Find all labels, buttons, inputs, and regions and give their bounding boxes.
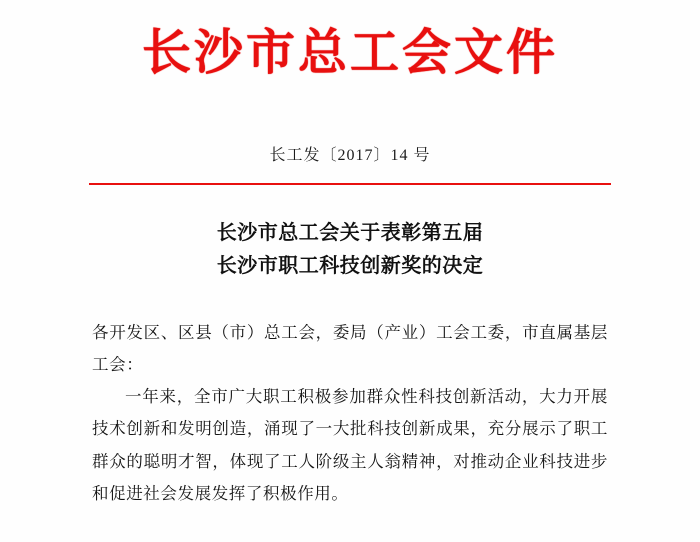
document-title <box>92 217 608 283</box>
document-number: 长工发〔2017〕14 号 <box>269 146 431 164</box>
red-divider-rule <box>89 183 611 185</box>
document-body <box>92 317 608 510</box>
document-masthead-title: 长沙市总工会文件 <box>141 25 558 80</box>
document-title-line-2: 长沙市职工科技创新奖的决定 <box>216 254 484 277</box>
document-paragraph-salutation: 各开发区、区县（市）总工会，委局（产业）工会工委，市直属基层工会： <box>92 322 608 375</box>
document-paragraph-1: 一年来，全市广大职工积极参加群众性科技创新活动，大力开展技术创新和发明创造，涌现了一大批科技创新成果，充分展示了职工群众的聪明才智，体现了工人阶级主人翁精神，对推动企业科技进步和促进社会发展发挥了积极作用。 <box>92 387 608 503</box>
document-title-line-1: 长沙市总工会关于表彰第五届 <box>216 221 484 244</box>
